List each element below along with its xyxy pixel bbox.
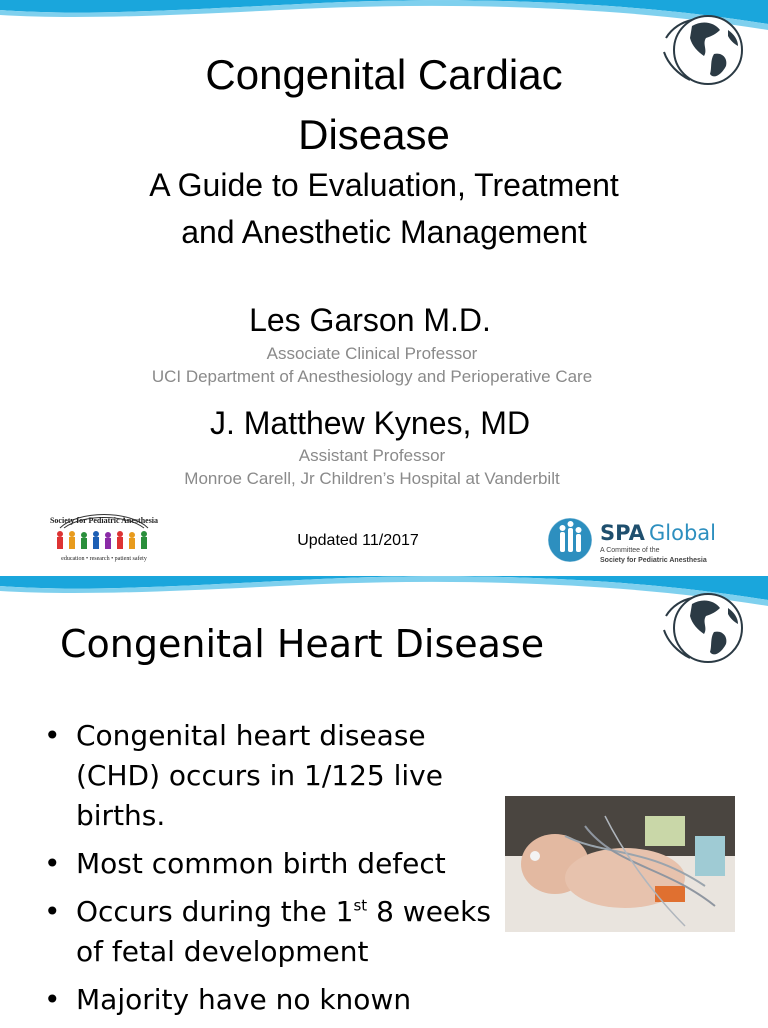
author-2-dept: Monroe Carell, Jr Children’s Hospital at Vanderbilt — [184, 469, 560, 488]
bullet-icon: • — [44, 719, 61, 752]
spa-global-icon — [548, 518, 592, 562]
list-item: • Most common birth defect — [44, 844, 504, 884]
children-figures-icon — [57, 531, 147, 549]
subtitle-line-2: and Anesthetic Management — [181, 214, 587, 250]
bullet-icon: • — [44, 847, 61, 880]
spa-logo-title: Society for Pediatric Anesthesia — [49, 516, 159, 525]
spa-global-tag-1: A Committee of the — [600, 547, 660, 554]
author-1-role: Associate Clinical Professor — [266, 344, 478, 363]
list-item: • Majority have no known — [44, 980, 504, 1020]
subtitle-line-1: A Guide to Evaluation, Treatment — [149, 167, 619, 203]
spa-logo-tagline: education • research • patient safety — [61, 556, 147, 562]
bullet-list — [44, 716, 504, 1028]
bullet-icon: • — [44, 983, 61, 1016]
globe-icon-2 — [662, 586, 748, 666]
author-2-role: Assistant Professor — [298, 446, 446, 465]
spa-global-logo — [540, 510, 740, 570]
author-1-name: Les Garson M.D. — [249, 302, 491, 338]
spa-global-tag-2: Society for Pediatric Anesthesia — [600, 557, 707, 564]
list-item: • Congenital heart disease (CHD) occurs in 1/125 live births. — [44, 716, 504, 836]
spa-global-name-2: Global — [649, 521, 716, 545]
spa-global-name-1: SPA — [600, 521, 645, 545]
author-1-dept: UCI Department of Anesthesiology and Perioperative Care — [151, 367, 593, 386]
spa-logo — [38, 506, 170, 566]
bullet-icon: • — [44, 895, 61, 928]
updated-date: Updated 11/2017 — [297, 532, 419, 549]
title-line-1: Congenital Cardiac — [205, 51, 563, 98]
title-line-2: Disease — [298, 111, 450, 158]
list-item: • Occurs during the 1st 8 weeks of fetal development — [44, 892, 504, 972]
top-swoosh — [0, 0, 768, 40]
infant-patient-photo — [505, 796, 735, 932]
top-swoosh-2 — [0, 576, 768, 616]
slide-2-title: Congenital Heart Disease — [60, 622, 545, 666]
author-2-name: J. Matthew Kynes, MD — [209, 405, 531, 441]
